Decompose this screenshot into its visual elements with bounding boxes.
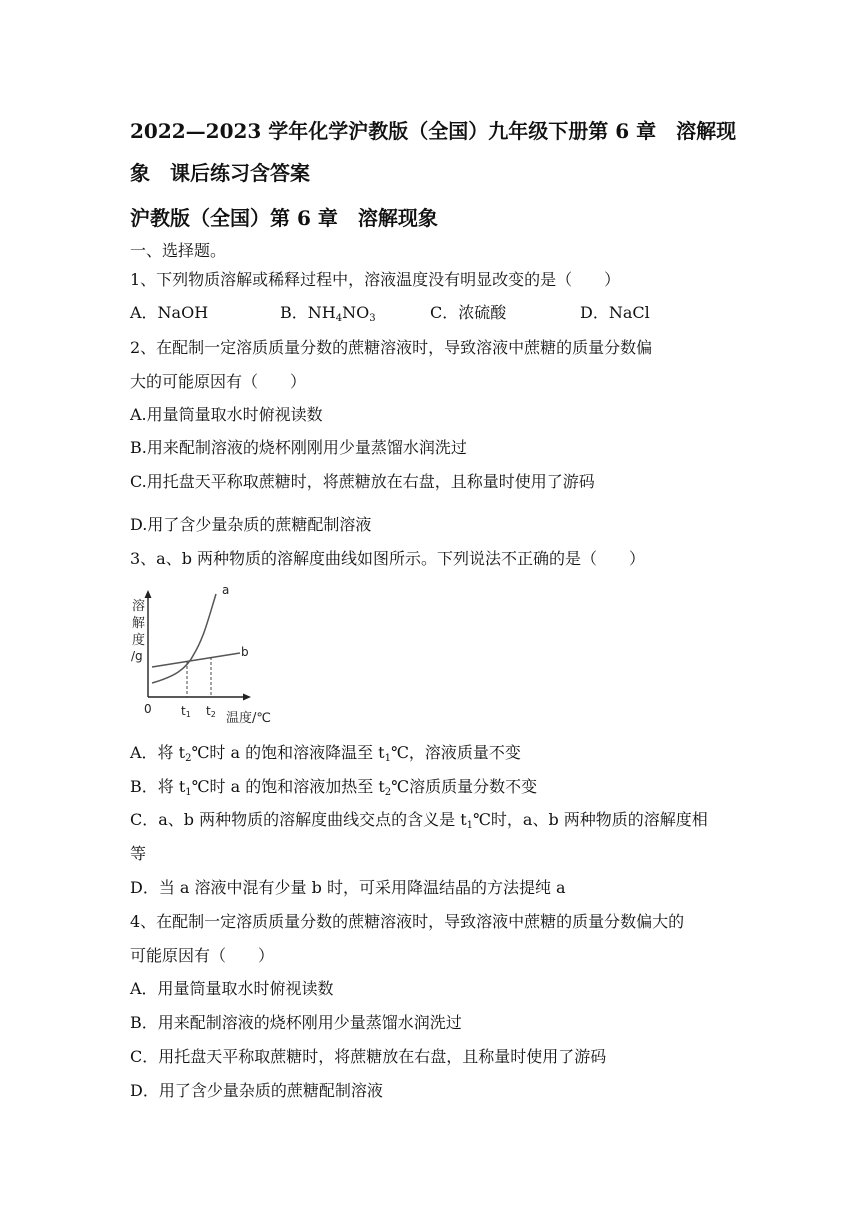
q4-stem-line1: 4、在配制一定溶质质量分数的蔗糖溶液时，导致溶液中蔗糖的质量分数偏大的 bbox=[130, 912, 685, 931]
y-axis-label-3: 度 bbox=[132, 633, 146, 648]
document-subtitle: 沪教版（全国）第 6 章 溶解现象 bbox=[130, 206, 438, 230]
curve-a bbox=[152, 594, 216, 683]
x-axis-label: 温度/℃ bbox=[226, 711, 271, 726]
curve-b-label: b bbox=[241, 645, 249, 659]
q3-option-a: A．将 $t_2℃$时 a 的饱和溶液降温至 $t_1℃$，溶液质量不变 bbox=[130, 743, 521, 764]
q4-option-d: D．用了含少量杂质的蔗糖配制溶液 bbox=[130, 1081, 383, 1100]
q2-stem-line1: 2、在配制一定溶质质量分数的蔗糖溶液时，导致溶液中蔗糖的质量分数偏 bbox=[130, 338, 653, 357]
q2-option-a: A.用量筒量取水时俯视读数 bbox=[130, 405, 323, 424]
q3-option-d: D．当 a 溶液中混有少量 b 时，可采用降温结晶的方法提纯 a bbox=[130, 878, 566, 897]
y-axis-label-2: 解 bbox=[132, 616, 146, 631]
q4-stem-line2: 可能原因有（ ） bbox=[130, 946, 275, 965]
q3-stem: 3、a、b 两种物质的溶解度曲线如图所示。下列说法不正确的是（ ） bbox=[130, 549, 646, 568]
q1-stem: 1、下列物质溶解或稀释过程中，溶液温度没有明显改变的是（ ） bbox=[130, 270, 621, 289]
section-heading: 一、选择题。 bbox=[130, 241, 227, 260]
q2-option-b: B.用来配制溶液的烧杯刚刚用少量蒸馏水润洗过 bbox=[130, 438, 467, 457]
document-title-line2: 象 课后练习含答案 bbox=[130, 161, 310, 185]
x-axis-arrow bbox=[243, 694, 251, 701]
q2-stem-line2: 大的可能原因有（ ） bbox=[130, 372, 307, 391]
q3-option-c-line2: 等 bbox=[130, 844, 147, 863]
y-axis-label-1: 溶 bbox=[132, 599, 146, 614]
q1-option-a: A．NaOH bbox=[130, 303, 209, 322]
origin-label: 0 bbox=[144, 702, 152, 716]
q2-option-d: D.用了含少量杂质的蔗糖配制溶液 bbox=[130, 515, 372, 534]
y-axis-arrow bbox=[145, 590, 152, 598]
q1-option-c: C．浓硫酸 bbox=[430, 303, 507, 322]
solubility-curve-figure bbox=[128, 582, 288, 730]
q4-option-a: A．用量筒量取水时俯视读数 bbox=[130, 979, 334, 998]
q3-option-c-line1: C．a、b 两种物质的溶解度曲线交点的含义是 $t_1℃$时，a、b 两种物质的溶解度相 bbox=[130, 810, 708, 831]
q1-option-d: D．NaCl bbox=[580, 303, 650, 322]
curve-b bbox=[152, 653, 240, 667]
t1-label: t1 bbox=[181, 704, 191, 719]
q3-option-b: B．将 $t_1℃$时 a 的饱和溶液加热至 $t_2℃$溶质质量分数不变 bbox=[130, 777, 538, 798]
curve-a-label: a bbox=[222, 583, 230, 597]
q4-option-b: B．用来配制溶液的烧杯刚用少量蒸馏水润洗过 bbox=[130, 1013, 462, 1032]
q2-option-c: C.用托盘天平称取蔗糖时，将蔗糖放在右盘，且称量时使用了游码 bbox=[130, 472, 595, 491]
q4-option-c: C．用托盘天平称取蔗糖时，将蔗糖放在右盘，且称量时使用了游码 bbox=[130, 1047, 607, 1066]
document-title-line1: 2022—2023 学年化学沪教版（全国）九年级下册第 6 章 溶解现 bbox=[130, 119, 737, 143]
t2-label: t2 bbox=[206, 704, 216, 719]
y-axis-label-4: /g bbox=[131, 649, 143, 663]
q1-option-b: B．$NH_4NO_3$ bbox=[280, 303, 376, 324]
